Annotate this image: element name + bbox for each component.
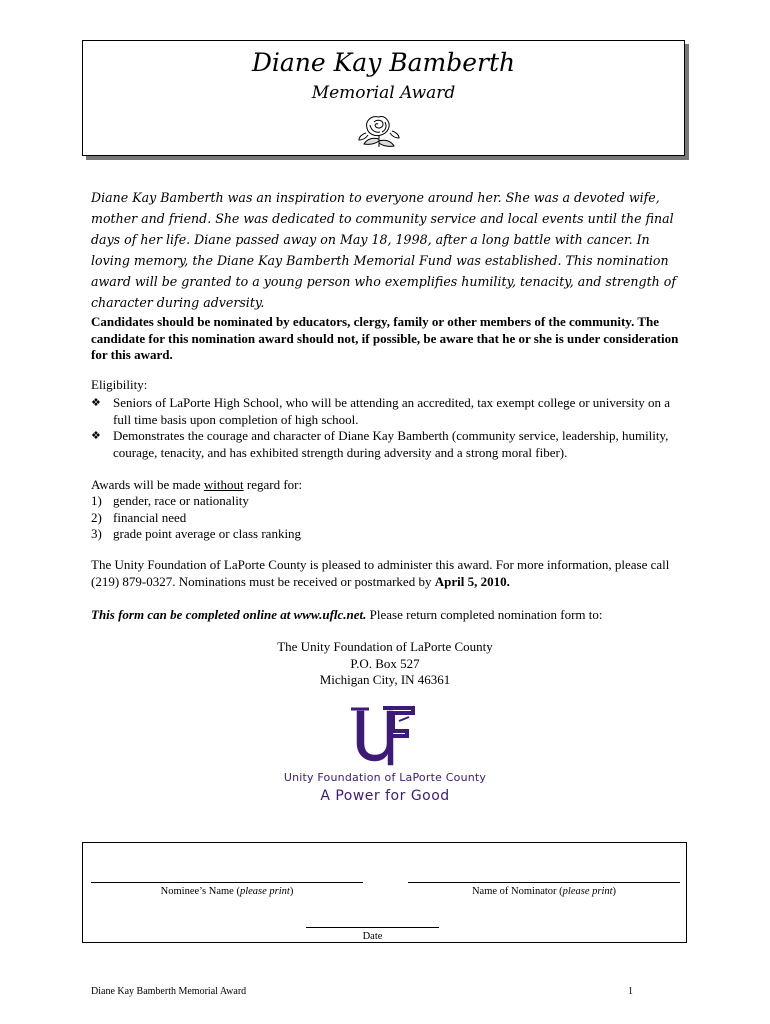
address-line: P.O. Box 527 <box>350 655 420 671</box>
diamond-bullet-icon: ❖ <box>91 397 101 409</box>
title-box <box>82 40 685 156</box>
footer-title: Diane Kay Bamberth Memorial Award <box>91 986 247 997</box>
uf-logo-icon <box>343 703 421 771</box>
eligibility-list <box>91 395 691 461</box>
eligibility-label: Eligibility: <box>91 377 148 392</box>
online-rest-text: Please return completed nomination form to: <box>366 607 603 622</box>
rose-icon <box>353 111 405 153</box>
online-paragraph <box>91 607 691 624</box>
awards-list <box>91 493 491 543</box>
awards-label <box>91 477 302 493</box>
date-label: Date <box>362 931 383 942</box>
logo-name: Unity Foundation of LaPorte County <box>283 771 487 784</box>
list-item <box>91 510 491 527</box>
list-item <box>91 395 691 428</box>
online-link-text: This form can be completed online at www.uflc.net. <box>91 607 367 622</box>
nominator-label-end: ) <box>612 886 617 897</box>
eligibility-item-text: Demonstrates the courage and character of Diane Kay Bamberth (community service, leadership, humility, courage, tenacity, and has exhibited strength during adversity and a strong moral fiber). <box>113 428 669 460</box>
unity-info-text: The Unity Foundation of LaPorte County is pleased to administer this award. For more information, please call (219) 879-0327. Nominations must be received or postmarked by <box>91 557 670 589</box>
logo-tagline: A Power for Good <box>320 788 450 804</box>
item-number: 3) <box>91 526 102 541</box>
awards-label-end: regard for: <box>243 477 303 492</box>
page-subtitle: Memorial Award <box>311 83 456 103</box>
nominee-label-end: ) <box>289 886 294 897</box>
nominator-label-text: Name of Nominator ( <box>471 886 563 897</box>
nominator-label-italic: please print <box>562 886 613 897</box>
list-item <box>91 493 491 510</box>
address-line: The Unity Foundation of LaPorte County <box>277 639 493 654</box>
awards-label-start: Awards will be made <box>91 477 204 492</box>
address-line: Michigan City, IN 46361 <box>319 672 451 687</box>
nominee-label <box>91 886 363 897</box>
item-text: gender, race or nationality <box>113 493 249 508</box>
unity-info-paragraph <box>91 557 691 590</box>
page-number: 1 <box>628 986 633 997</box>
deadline-date: April 5, 2010. <box>434 573 510 589</box>
date-line[interactable] <box>306 927 439 928</box>
candidates-note: Candidates should be nominated by educators, clergy, family or other members of the community. The candidate for this nomination award should not, if possible, be aware that he or she is under consideration for this award. <box>91 314 679 362</box>
item-number: 1) <box>91 493 102 508</box>
nominator-signature-line[interactable] <box>408 882 680 883</box>
list-item <box>91 428 691 461</box>
nominee-signature-line[interactable] <box>91 882 363 883</box>
awards-label-underlined: without <box>203 477 244 492</box>
diamond-bullet-icon: ❖ <box>91 430 101 442</box>
signature-box <box>82 842 687 943</box>
eligibility-item-text: Seniors of LaPorte High School, who will be attending an accredited, tax exempt college or university on a full time basis upon completion of high school. <box>113 395 671 427</box>
nominator-label <box>408 886 680 897</box>
page-title: Diane Kay Bamberth <box>251 48 516 77</box>
item-text: grade point average or class ranking <box>113 526 302 541</box>
item-text: financial need <box>113 509 187 525</box>
mailing-address <box>0 639 770 689</box>
nominee-label-italic: please print <box>239 886 290 897</box>
intro-paragraph: Diane Kay Bamberth was an inspiration to everyone around her. She was a devoted wife, mother and friend. She was dedicated to community service and local events until the final days of her life. Diane passed away on May 18, 1998, after a long battle with cancer. In loving memory, the Diane Kay Bamberth Memorial Fund was established. This nomination award will be granted to a young person who exemplifies humility, tenacity, and strength of character during adversity. <box>91 190 676 310</box>
nominee-label-text: Nominee’s Name ( <box>160 886 240 897</box>
list-item <box>91 526 491 543</box>
item-number: 2) <box>91 509 102 525</box>
